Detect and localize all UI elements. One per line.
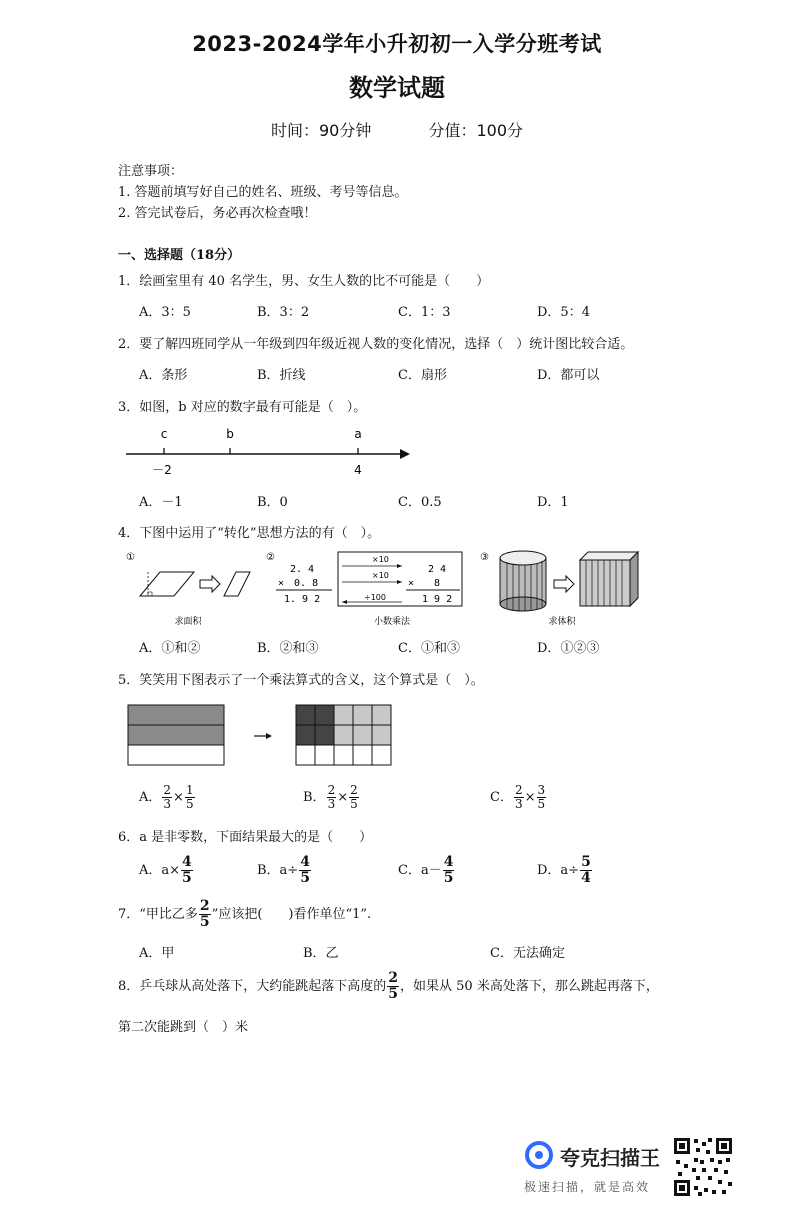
fraction: $\frac{2}{3}$ — [163, 783, 172, 811]
right-angle-mark — [148, 592, 152, 596]
q3-option-a: A．－1 — [139, 495, 183, 510]
caption-volume: 求体积 — [548, 617, 576, 627]
fraction: $\frac{4}{5}$ — [300, 854, 310, 886]
fraction: $\frac{2}{5}$ — [350, 783, 358, 811]
fraction: $\frac{1}{5}$ — [185, 783, 194, 811]
arrow-head-1 — [397, 564, 402, 568]
q1-option-b: B．3：2 — [257, 305, 310, 320]
exam-meta — [0, 118, 794, 141]
q5-option-a: A． $\frac{2}{3}$ × $\frac{1}{5}$ — [139, 783, 194, 811]
arrow-label-3: ÷100 — [364, 593, 386, 602]
q4-option-c: C．①和③ — [398, 641, 460, 656]
q7-option-b: B．乙 — [303, 946, 339, 961]
calc-right-line1: 2 4 — [428, 564, 447, 575]
tick-label-neg2: －2 — [152, 463, 172, 477]
arrow-icon — [554, 576, 574, 592]
arrow-head-3 — [342, 600, 347, 604]
fraction: $\frac{5}{4}$ — [581, 854, 591, 886]
fraction: $\frac{2}{3}$ — [327, 783, 336, 811]
question-3: 3．如图，b 对应的数字最有可能是（ ）。 — [118, 400, 367, 415]
q2-option-d: D．都可以 — [537, 368, 600, 383]
arrow-head-2 — [397, 580, 402, 584]
calc-left-line1: 2. 4 — [290, 564, 315, 575]
question-6: 6．a 是非零数，下面结果最大的是（ ） — [118, 830, 373, 845]
q5-option-b: B． $\frac{2}{3}$ × $\frac{2}{5}$ — [303, 783, 358, 811]
q4-option-d: D．①②③ — [537, 641, 600, 656]
strip-blank — [128, 745, 224, 765]
fraction: $\frac{2}{5}$ — [388, 970, 399, 1002]
figure-multiplication-grid — [126, 700, 426, 770]
rectangle-shape — [224, 572, 250, 596]
caption-area: 求面积 — [174, 617, 202, 627]
cuboid-body — [580, 560, 630, 606]
figure-volume-transform — [478, 548, 648, 628]
question-7: 7．“甲比乙多 $\frac{2}{5}$ ”应该把( )看作单位“1”. — [118, 898, 372, 930]
qr-code-icon — [672, 1136, 734, 1198]
arrow-head — [266, 733, 272, 739]
label-b: b — [226, 427, 234, 441]
fraction: $\frac{2}{5}$ — [199, 898, 210, 930]
strip-shaded-1 — [128, 705, 224, 725]
arrow-icon — [200, 576, 220, 592]
figure-area-transform — [120, 548, 260, 628]
question-2: 2．要了解四班同学从一年级到四年级近视人数的变化情况，选择（ ）统计图比较合适。 — [118, 337, 634, 352]
number-line-figure — [120, 422, 420, 482]
q6-option-a: A．a× $\frac{4}{5}$ — [139, 854, 192, 886]
question-1: 1．绘画室里有 40 名学生，男、女生人数的比不可能是（ ） — [118, 274, 490, 289]
question-8-line2: 第二次能跳到（ ）米 — [118, 1020, 249, 1035]
number-line-arrow — [400, 449, 410, 459]
notes-heading: 注意事项： — [118, 164, 184, 179]
q3-option-c: C．0.5 — [398, 495, 442, 510]
strip-shaded-2 — [128, 725, 224, 745]
question-8: 8．乒乓球从高处落下，大约能跳起落下高度的 $\frac{2}{5}$ ，如果从 50 米高处落下，那么跳起再落下， — [118, 970, 659, 1002]
fraction: $\frac{4}{5}$ — [182, 854, 192, 886]
q2-option-a: A．条形 — [139, 368, 188, 383]
section-title: 一、选择题（18分） — [118, 248, 241, 263]
exam-subtitle: 数学试题 — [349, 74, 445, 102]
q5-option-c: C． $\frac{2}{3}$ × $\frac{3}{5}$ — [490, 783, 546, 811]
brand-slogan: 极速扫描，就是高效 — [524, 1180, 651, 1194]
fraction: $\frac{2}{3}$ — [514, 783, 523, 811]
cuboid-top — [580, 552, 638, 560]
calc-left-line3: 1. 9 2 — [284, 594, 321, 605]
question-5: 5．笑笑用下图表示了一个乘法算式的含义，这个算式是（ ）。 — [118, 673, 484, 688]
q3-option-d: D．1 — [537, 495, 569, 510]
question-4: 4．下图中运用了“转化”思想方法的有（ ）。 — [118, 526, 381, 541]
q2-option-c: C．扇形 — [398, 368, 447, 383]
calc-right-line2: × 8 — [408, 578, 441, 589]
label-c: c — [160, 427, 168, 441]
q2-option-b: B．折线 — [257, 368, 306, 383]
q1-option-a: A．3：5 — [139, 305, 191, 320]
brand-name: 夸克扫描王 — [560, 1146, 660, 1170]
q4-option-a: A．①和② — [139, 641, 201, 656]
q1-option-d: D．5：4 — [537, 305, 590, 320]
arrow-label-1: ×10 — [372, 555, 389, 564]
q6-option-c: C．a－ $\frac{4}{5}$ — [398, 854, 454, 886]
fraction: $\frac{4}{5}$ — [443, 854, 454, 886]
arrow-label-2: ×10 — [372, 571, 389, 580]
note-item: 1. 答题前填写好自己的姓名、班级、考号等信息。 — [118, 185, 408, 200]
calc-right-line3: 1 9 2 — [422, 594, 453, 605]
q6-option-b: B．a÷ $\frac{4}{5}$ — [257, 854, 310, 886]
caption-multiplication: 小数乘法 — [373, 617, 411, 627]
grid-cells — [296, 705, 391, 765]
exam-title: 2023-2024学年小升初初一入学分班考试 — [192, 32, 602, 56]
label-a: a — [354, 427, 362, 441]
quark-logo-icon — [524, 1140, 554, 1170]
q7-option-c: C．无法确定 — [490, 946, 565, 961]
exam-time: 时间：90分钟 — [270, 121, 372, 140]
fraction: $\frac{3}{5}$ — [537, 783, 546, 811]
calc-left-line2: × 0. 8 — [278, 578, 319, 589]
q7-option-a: A．甲 — [139, 946, 175, 961]
exam-score: 分值：100分 — [428, 121, 523, 140]
tick-label-4: 4 — [354, 463, 362, 477]
cuboid-side — [630, 552, 638, 606]
mark-3: ③ — [480, 552, 489, 563]
q6-option-d: D．a÷ $\frac{5}{4}$ — [537, 854, 591, 886]
note-item: 2. 答完试卷后，务必再次检查哦！ — [118, 206, 317, 221]
figure-decimal-multiplication — [262, 548, 468, 628]
mark-2: ② — [266, 552, 275, 563]
q4-option-b: B．②和③ — [257, 641, 319, 656]
q1-option-c: C．1：3 — [398, 305, 451, 320]
mark-1: ① — [126, 552, 135, 563]
q3-option-b: B．0 — [257, 495, 288, 510]
